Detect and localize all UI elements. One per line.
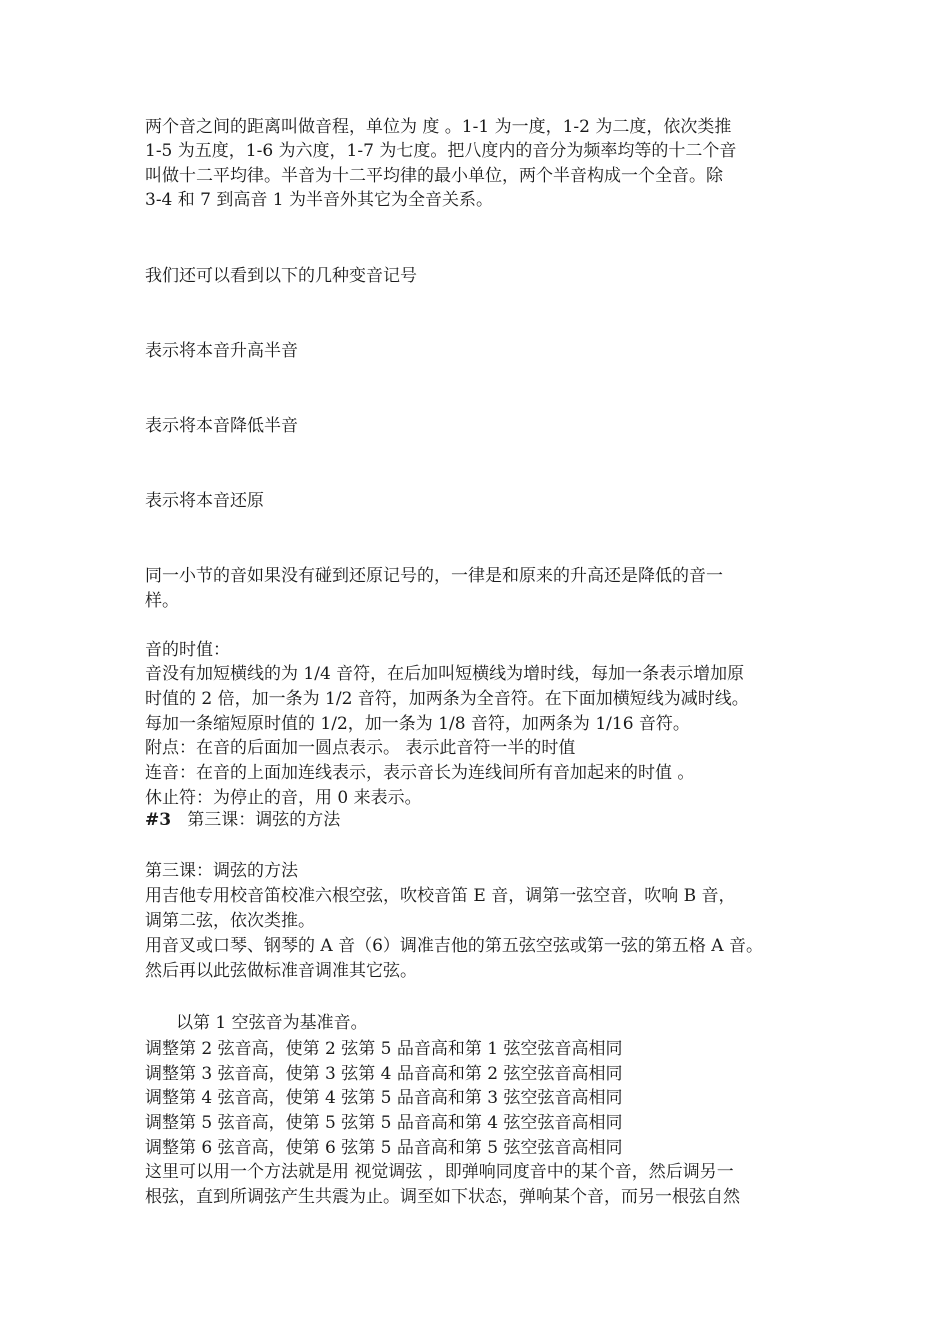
lesson-title: 第三课：调弦的方法 (145, 861, 298, 881)
duration-title: 音的时值： (145, 640, 230, 660)
string-step: 调整第 5 弦音高，使第 5 弦第 5 品音高和第 4 弦空弦音高相同 (145, 1113, 623, 1133)
duration-line: 休止符：为停止的音，用 0 来表示。 (145, 788, 422, 808)
paragraph-line: 叫做十二平均律。半音为十二平均律的最小单位，两个半音构成一个全音。除 (145, 166, 723, 186)
string-step: 调整第 3 弦音高，使第 3 弦第 4 品音高和第 2 弦空弦音高相同 (145, 1064, 623, 1084)
lesson-heading (145, 808, 340, 832)
natural-description: 表示将本音还原 (145, 491, 264, 511)
lesson-number: #3 (145, 810, 172, 830)
reference-line: 以第 1 空弦音为基准音。 (176, 1013, 368, 1033)
paragraph-line: 两个音之间的距离叫做音程，单位为 度 。1-1 为一度，1-2 为二度，依次类推 (145, 117, 732, 137)
tuning-line: 然后再以此弦做标准音调准其它弦。 (145, 961, 417, 981)
tuning-line: 用吉他专用校音笛校准六根空弦，吹校音笛 E 音，调第一弦空音，吹响 B 音， (145, 886, 736, 906)
string-step: 调整第 2 弦音高，使第 2 弦第 5 品音高和第 1 弦空弦音高相同 (145, 1039, 623, 1059)
method-line: 根弦，直到所调弦产生共震为止。调至如下状态，弹响某个音，而另一根弦自然 (145, 1187, 740, 1207)
duration-line: 连音：在音的上面加连线表示，表示音长为连线间所有音加起来的时值 。 (145, 763, 695, 783)
paragraph-line: 3-4 和 7 到高音 1 为半音外其它为全音关系。 (145, 190, 494, 210)
duration-line: 每加一条缩短原时值的 1/2，加一条为 1/8 音符，加两条为 1/16 音符。 (145, 714, 690, 734)
tuning-line: 用音叉或口琴、钢琴的 A 音（6）调准吉他的第五弦空弦或第一弦的第五格 A 音。 (145, 936, 763, 956)
duration-line: 时值的 2 倍，加一条为 1/2 音符，加两条为全音符。在下面加横短线为减时线。 (145, 689, 749, 709)
tuning-line: 调第二弦，依次类推。 (145, 911, 315, 931)
string-step: 调整第 6 弦音高，使第 6 弦第 5 品音高和第 5 弦空弦音高相同 (145, 1138, 623, 1158)
string-step: 调整第 4 弦音高，使第 4 弦第 5 品音高和第 3 弦空弦音高相同 (145, 1088, 623, 1108)
sharp-description: 表示将本音升高半音 (145, 341, 298, 361)
duration-line: 音没有加短横线的为 1/4 音符，在后加叫短横线为增时线，每加一条表示增加原 (145, 664, 745, 684)
duration-line: 附点：在音的后面加一圆点表示。 表示此音符一半的时值 (145, 738, 576, 758)
lesson-heading-title: 第三课：调弦的方法 (187, 810, 341, 830)
accidentals-intro: 我们还可以看到以下的几种变音记号 (145, 266, 417, 286)
paragraph-line: 1-5 为五度，1-6 为六度，1-7 为七度。把八度内的音分为频率均等的十二个音 (145, 141, 737, 161)
method-line: 这里可以用一个方法就是用 视觉调弦 ，即弹响同度音中的某个音，然后调另一 (145, 1162, 734, 1182)
paragraph-line: 样。 (145, 591, 179, 611)
paragraph-line: 同一小节的音如果没有碰到还原记号的，一律是和原来的升高还是降低的音一 (145, 566, 723, 586)
flat-description: 表示将本音降低半音 (145, 416, 298, 436)
